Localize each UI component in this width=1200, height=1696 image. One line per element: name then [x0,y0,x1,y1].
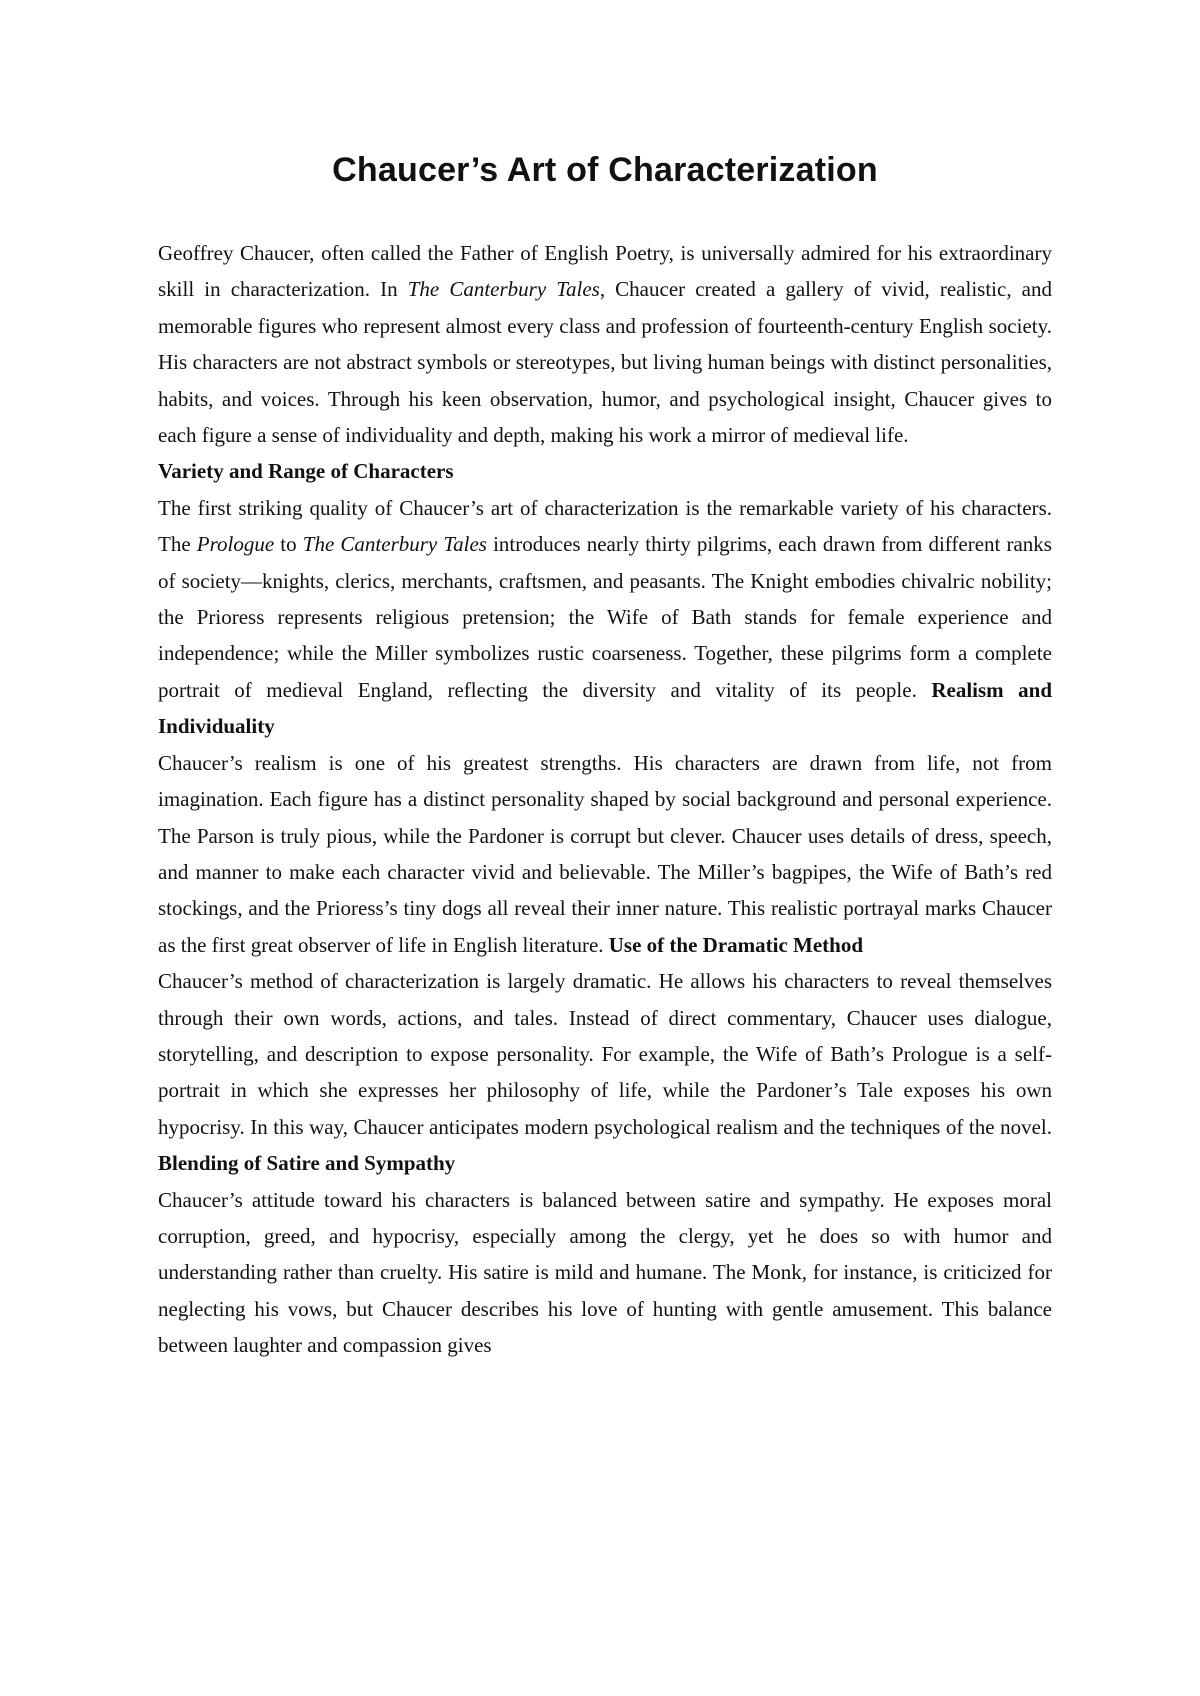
variety-italic-prologue: Prologue [196,532,275,557]
section-heading-variety: Variety and Range of Characters [158,459,454,484]
variety-text-3: introduces nearly thirty pilgrims, each drawn from different ranks of society—knights, clerics, merchants, craftsmen, and peasants. The Knight embodies chivalric nobility; the Prioress represents religious pretension; the Wife of Bath stands for female experience and independence; while the Miller symbolizes rustic coarseness. Together, these pilgrims form a complete portrait of medieval England, reflecting the diversity and vitality of its people. [158,532,1052,702]
variety-text-2: to [274,532,303,557]
intro-text-2: , Chaucer created a gallery of vivid, realistic, and memorable figures who represent almost every class and profession of fourteenth-century English society. His characters are not abstract symbols or stereotypes, but living human beings with distinct personalities, habits, and voices. Through his keen observation, humor, and psychological insight, Chaucer gives to each figure a sense of individuality and depth, making his work a mirror of medieval life. [158,277,1052,448]
section-heading-satire: Blending of Satire and Sympathy [158,1151,456,1176]
variety-text-1: The first striking quality of Chaucer’s art of characterization is the remarkable variety of his characters. The [158,495,1052,557]
document-body [158,235,1052,1364]
dramatic-text: Chaucer’s method of characterization is largely dramatic. He allows his characters to reveal themselves through their own words, actions, and tales. Instead of direct commentary, Chaucer uses dialogue, storytelling, and description to expose personality. For example, the Wife of Bath’s Prologue is a self-portrait in which she expresses her philosophy of life, while the Pardoner’s Tale exposes his own hypocrisy. In this way, Chaucer anticipates modern psychological realism and the techniques of the novel. [158,969,1052,1139]
section-heading-realism: Realism and Individuality [158,677,1052,739]
satire-text: Chaucer’s attitude toward his characters is balanced between satire and sympathy. He exposes moral corruption, greed, and hypocrisy, especially among the clergy, yet he does so with humor and understanding rather than cruelty. His satire is mild and humane. The Monk, for instance, is criticized for neglecting his vows, but Chaucer describes his love of hunting with gentle amusement. This balance between laughter and compassion gives [158,1187,1052,1358]
realism-paragraph [158,745,1052,963]
document-page [158,150,1052,1364]
satire-paragraph [158,1182,1052,1364]
variety-paragraph [158,490,1052,745]
dramatic-paragraph [158,963,1052,1181]
document-title: Chaucer’s Art of Characterization [332,151,878,189]
section-heading-dramatic: Use of the Dramatic Method [608,932,864,957]
realism-text: Chaucer’s realism is one of his greatest strengths. His characters are drawn from life, not from imagination. Each figure has a distinct personality shaped by social background and personal experience. The Parson is truly pious, while the Pardoner is corrupt but clever. Chaucer uses details of dress, speech, and manner to make each character vivid and believable. The Miller’s bagpipes, the Wife of Bath’s red stockings, and the Prioress’s tiny dogs all reveal their inner nature. This realistic portrayal marks Chaucer as the first great observer of life in English literature. [158,750,1052,957]
intro-italic-title: The Canterbury Tales [407,277,600,302]
intro-text-1: Geoffrey Chaucer, often called the Father of English Poetry, is universally admired for his extraordinary skill in characterization. In [158,241,1052,302]
variety-italic-title: The Canterbury Tales [302,532,487,557]
intro-paragraph [158,235,1052,453]
